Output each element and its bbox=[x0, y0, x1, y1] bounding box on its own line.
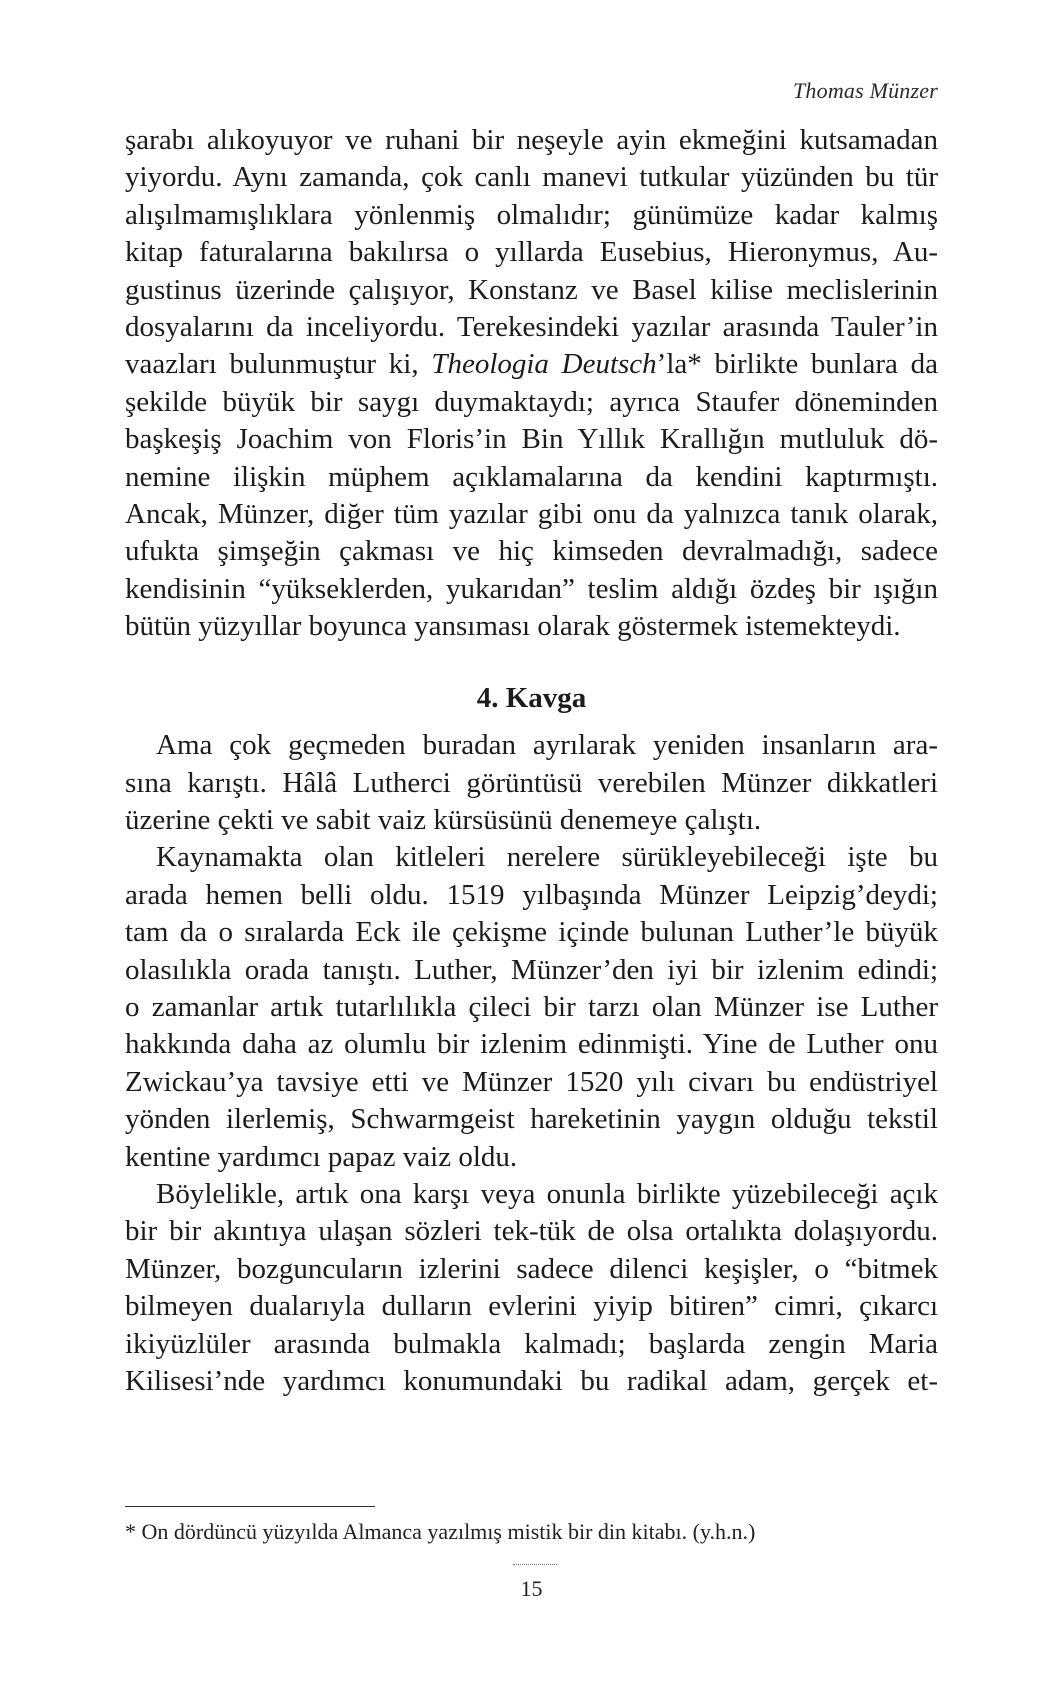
text-line: hakkında daha az olumlu bir izlenim edinmişti. Yine de Luther onu bbox=[125, 1028, 938, 1061]
text-line: yiyordu. Aynı zamanda, çok canlı manevi tutkular yüzünden bu tür bbox=[125, 161, 938, 194]
text-line: sına karıştı. Hâlâ Lutherci görüntüsü verebilen Münzer dikkatleri bbox=[125, 766, 938, 799]
text-line: arada hemen belli oldu. 1519 yılbaşında Münzer Leipzig’deydi; bbox=[125, 878, 938, 911]
text-line: nemine ilişkin müphem açıklamalarına da kendini kaptırmıştı. bbox=[125, 460, 938, 493]
text-line: kendisinin “yükseklerden, yukarıdan” teslim aldığı özdeş bir ışığın bbox=[125, 572, 938, 605]
body-text bbox=[125, 122, 938, 1400]
text-line: bütün yüzyıllar boyunca yansıması olarak göstermek istemekteydi. bbox=[125, 610, 901, 643]
text-line-with-italic bbox=[125, 346, 938, 383]
text-line: başkeşiş Joachim von Floris’in Bin Yıllık Krallığın mutluluk dö- bbox=[125, 423, 938, 456]
paragraph-1 bbox=[125, 122, 938, 646]
text-line: Kaynamakta olan kitleleri nerelere sürükleyebileceği işte bu bbox=[156, 841, 938, 874]
text-line: yönden ilerlemiş, Schwarmgeist hareketinin yaygın olduğu tekstil bbox=[125, 1103, 938, 1136]
text-line: o zamanlar artık tutarlılıkla çileci bir tarzı olan Münzer ise Luther bbox=[125, 990, 938, 1023]
text-line: Ama çok geçmeden buradan ayrılarak yeniden insanların ara- bbox=[156, 729, 938, 762]
text-line: bir bir akıntıya ulaşan sözleri tek-tük de olsa ortalıkta dolaşıyordu. bbox=[125, 1215, 938, 1248]
text-line: Zwickau’ya tavsiye etti ve Münzer 1520 yılı civarı bu endüstriyel bbox=[125, 1065, 938, 1098]
text-line: ufukta şimşeğin çakması ve hiç kimseden devralmadığı, sadece bbox=[125, 535, 938, 568]
running-head: Thomas Münzer bbox=[793, 78, 938, 103]
text-line: gustinus üzerinde çalışıyor, Konstanz ve Basel kilise meclislerinin bbox=[125, 273, 938, 306]
text-line: kitap faturalarına bakılırsa o yıllarda Eusebius, Hieronymus, Au- bbox=[125, 236, 938, 269]
text-line: Böylelikle, artık ona karşı veya onunla birlikte yüzebileceği açık bbox=[156, 1177, 938, 1210]
page-number-divider bbox=[513, 1564, 557, 1565]
section-heading: 4. Kavga bbox=[476, 681, 587, 714]
text-line: tam da o sıralarda Eck ile çekişme içinde bulunan Luther’le büyük bbox=[125, 916, 938, 949]
text-line: üzerine çekti ve sabit vaiz kürsüsünü denemeye çalıştı. bbox=[125, 803, 762, 836]
page-number: 15 bbox=[520, 1576, 543, 1601]
paragraph-4 bbox=[125, 1176, 938, 1400]
text-line: bilmeyen dualarıyla dulların evlerini yiyip bitiren” cimri, çıkarcı bbox=[125, 1290, 938, 1323]
text-line: Ancak, Münzer, diğer tüm yazılar gibi onu da yalnızca tanık olarak, bbox=[125, 498, 938, 531]
text-line: kentine yardımcı papaz vaiz oldu. bbox=[125, 1140, 518, 1173]
text-line: şarabı alıkoyuyor ve ruhani bir neşeyle ayin ekmeğini kutsamadan bbox=[125, 124, 938, 156]
text-line: Kilisesi’nde yardımcı konumundaki bu radikal adam, gerçek et- bbox=[125, 1365, 938, 1397]
text-line: ikiyüzlüler arasında bulmakla kalmadı; başlarda zengin Maria bbox=[125, 1327, 938, 1360]
footnote-divider bbox=[125, 1506, 375, 1507]
text-segment: ’la* birlikte bunlara da bbox=[656, 348, 938, 381]
book-title-italic: Theologia Deutsch bbox=[431, 348, 657, 381]
text-line: şekilde büyük bir saygı duymaktaydı; ayrıca Staufer döneminden bbox=[125, 385, 938, 418]
paragraph-3 bbox=[125, 839, 938, 1176]
text-line: olasılıkla orada tanıştı. Luther, Münzer’den iyi bir izlenim edindi; bbox=[125, 953, 938, 986]
text-line: dosyalarını da inceliyordu. Terekesindeki yazılar arasında Tauler’in bbox=[125, 311, 938, 344]
text-segment: vaazları bulunmuştur ki, bbox=[125, 348, 432, 381]
text-line: Münzer, bozguncuların izlerini sadece dilenci keşişler, o “bitmek bbox=[125, 1252, 938, 1285]
footnote: * On dördüncü yüzyılda Almanca yazılmış mistik bir din kitabı. (y.h.n.) bbox=[125, 1519, 756, 1544]
text-line: alışılmamışlıklara yönlenmiş olmalıdır; günümüze kadar kalmış bbox=[125, 198, 938, 231]
paragraph-2 bbox=[125, 727, 938, 839]
